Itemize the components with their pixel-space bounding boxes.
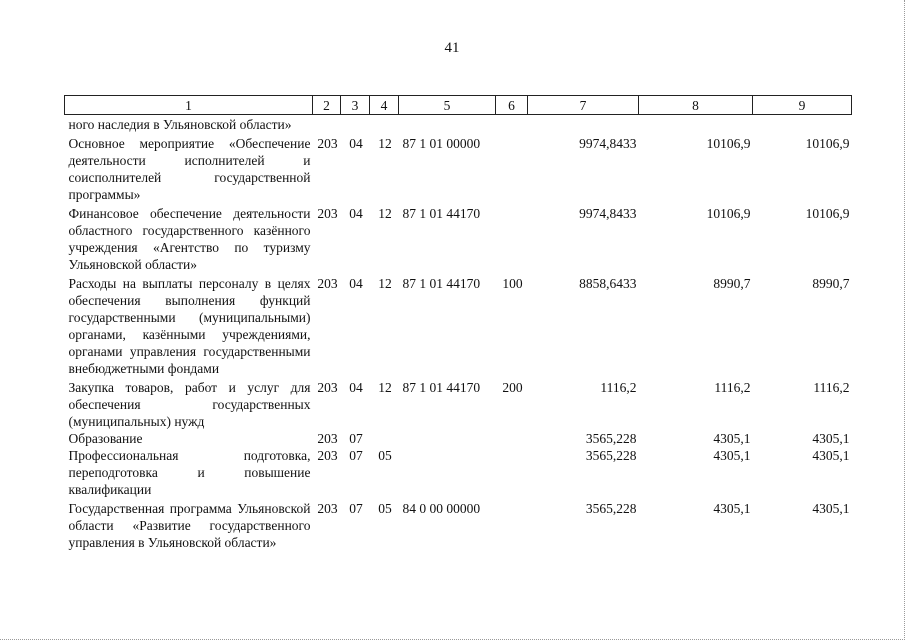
cell-ministry-code: 203 [317,501,338,516]
cell-ministry-code: 203 [317,448,338,463]
cell-subsection: 12 [378,276,392,291]
cell-amount-9: 4305,1 [812,501,850,516]
table-row [65,273,852,377]
page-number: 41 [444,40,460,56]
table-row [65,430,852,447]
cell-amount-7: 9974,8433 [579,206,637,221]
cell-expense-type [496,447,528,498]
cell-ministry-code [313,115,341,134]
cell-ministry-code: 203 [317,276,338,291]
cell-target-article: 87 1 01 44170 [402,206,481,221]
cell-expense-type: 200 [502,380,523,395]
cell-amount-9: 4305,1 [812,448,850,463]
column-header: 6 [496,96,528,115]
table-row [65,133,852,203]
cell-subsection [370,430,399,447]
cell-amount-9: 8990,7 [812,276,850,291]
cell-amount-9: 4305,1 [812,431,850,446]
column-header: 8 [639,96,753,115]
cell-amount-8: 8990,7 [713,276,751,291]
cell-target-article [399,447,496,498]
cell-amount-9: 10106,9 [805,206,850,221]
cell-amount-8: 4305,1 [713,448,751,463]
column-header: 5 [399,96,496,115]
cell-expense-type [496,133,528,203]
cell-section [341,115,370,134]
cell-section: 04 [349,380,363,395]
table-row [65,203,852,273]
cell-amount-7: 3565,228 [585,448,637,463]
cell-section: 04 [349,276,363,291]
column-header: 2 [313,96,341,115]
cell-expense-type [496,430,528,447]
cell-target-article: 87 1 01 00000 [402,136,481,151]
cell-amount-7: 9974,8433 [579,136,637,151]
cell-subsection: 05 [378,501,392,516]
cell-ministry-code: 203 [317,136,338,151]
cell-expense-type [496,203,528,273]
cell-amount-7: 1116,2 [600,380,637,395]
cell-ministry-code: 203 [317,206,338,221]
cell-section: 04 [349,136,363,151]
cell-expense-type [496,498,528,551]
row-name: Профессиональная подготовка, переподготовка и повышение квалификации [68,448,311,497]
row-name: Образование [68,431,143,446]
cell-section: 07 [349,448,363,463]
column-number-header [65,96,852,115]
cell-target-article: 87 1 01 44170 [402,276,481,291]
cell-section: 07 [349,431,363,446]
cell-section: 07 [349,501,363,516]
cell-subsection: 12 [378,380,392,395]
cell-amount-7: 3565,228 [585,501,637,516]
row-name: Основное мероприятие «Обеспечение деятельности исполнителей и соисполнителей государственной программы» [68,136,311,202]
cell-subsection [370,115,399,134]
row-name: Финансовое обеспечение деятельности областного государственного казённого учреждения «Агентство по туризму Ульяновской области» [68,206,311,272]
cell-target-article: 87 1 01 44170 [402,380,481,395]
row-name: Закупка товаров, работ и услуг для обеспечения государственных (муниципальных) нужд [68,380,311,429]
cell-amount-9: 10106,9 [805,136,850,151]
cell-amount-9: 1116,2 [813,380,850,395]
cell-target-article: 84 0 00 00000 [402,501,481,516]
cell-amount-8: 4305,1 [713,431,751,446]
cell-expense-type [496,115,528,134]
cell-target-article [399,115,496,134]
cell-amount-8: 10106,9 [706,136,751,151]
row-name: Государственная программа Ульяновской области «Развитие государственного управления в Ульяновской области» [68,501,311,550]
budget-table [64,95,852,551]
cell-amount-8: 4305,1 [713,501,751,516]
table-row [65,115,852,134]
table-row [65,498,852,551]
cell-expense-type: 100 [502,276,523,291]
cell-amount-7 [528,115,639,134]
column-header: 3 [341,96,370,115]
cell-ministry-code: 203 [317,431,338,446]
cell-amount-8 [639,115,753,134]
cell-subsection: 12 [378,136,392,151]
cell-amount-7: 3565,228 [585,431,637,446]
cell-subsection: 05 [378,448,392,463]
column-header: 7 [528,96,639,115]
cell-section: 04 [349,206,363,221]
cell-ministry-code: 203 [317,380,338,395]
cell-amount-8: 1116,2 [714,380,751,395]
cell-amount-9 [753,115,852,134]
cell-subsection: 12 [378,206,392,221]
column-header: 9 [753,96,852,115]
table-row [65,377,852,430]
cell-amount-7: 8858,6433 [579,276,637,291]
row-name: Расходы на выплаты персоналу в целях обеспечения выполнения функций государственными (муниципальными) органами, казёнными учреждениями, органами управления государственными внебюджетными фондами [68,276,311,376]
column-header: 1 [65,96,313,115]
column-header: 4 [370,96,399,115]
table-row [65,447,852,498]
cell-target-article [399,430,496,447]
row-name: ного наследия в Ульяновской области» [68,117,292,132]
cell-amount-8: 10106,9 [706,206,751,221]
